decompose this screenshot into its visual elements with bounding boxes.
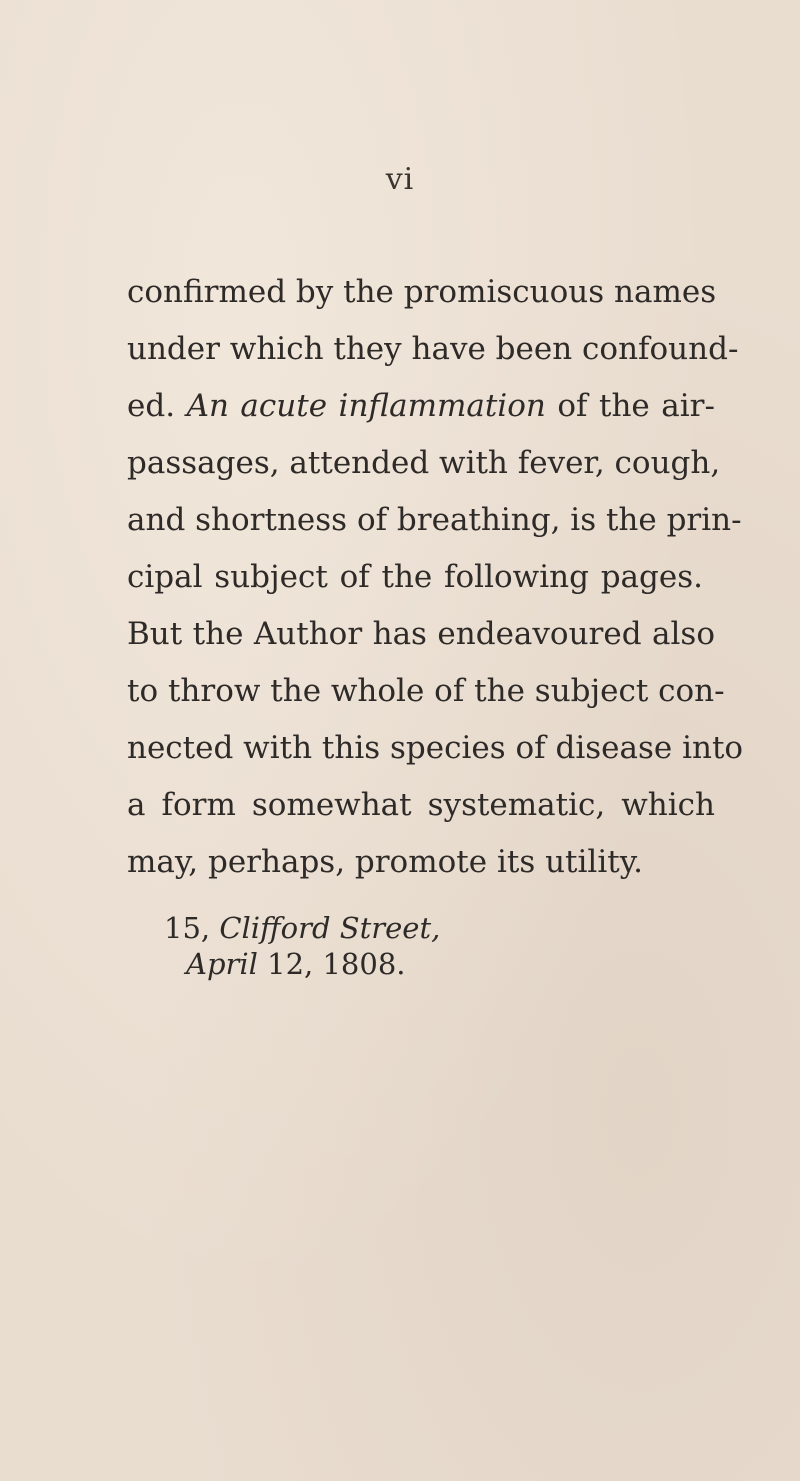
text-line-2 (127, 329, 739, 369)
text-line-6 (127, 557, 703, 597)
text-line-4 (127, 443, 721, 483)
line-7-text: But the Author has endeavoured also (127, 616, 715, 652)
text-line-5 (127, 500, 742, 540)
line-6-text: cipal subject of the following pages. (127, 559, 703, 595)
line-1-text: confirmed by the promiscuous names (127, 274, 717, 310)
text-line-11 (127, 842, 715, 882)
signature-date (186, 946, 406, 982)
line-5-text: and shortness of breathing, is the prin- (127, 502, 742, 538)
text-line-1 (127, 272, 715, 312)
line-3-text-italic: An acute inflammation (186, 388, 546, 424)
text-line-8 (127, 671, 725, 711)
line-3-text-a: ed. (127, 388, 187, 424)
text-line-9 (127, 728, 744, 768)
line-9-text: nected with this species of disease into (127, 730, 744, 766)
line-2-text: under which they have been confound- (127, 331, 739, 367)
text-line-3 (127, 386, 715, 426)
line-4-text: passages, attended with fever, cough, (127, 445, 721, 481)
address-street: Clifford Street, (219, 911, 441, 945)
line-8-text: to throw the whole of the subject con- (127, 673, 725, 709)
page-number: vi (385, 162, 415, 197)
date-month: April (186, 947, 258, 981)
line-3-text-b: of the air- (545, 388, 715, 424)
line-11-text: may, perhaps, promote its utility. (127, 844, 643, 880)
date-rest: 12, 1808. (257, 947, 406, 981)
text-line-10 (127, 785, 715, 825)
line-10-text: a form somewhat systematic, which (127, 787, 715, 823)
signature-address (164, 910, 440, 946)
text-line-7 (127, 614, 715, 654)
address-number: 15, (164, 911, 220, 945)
